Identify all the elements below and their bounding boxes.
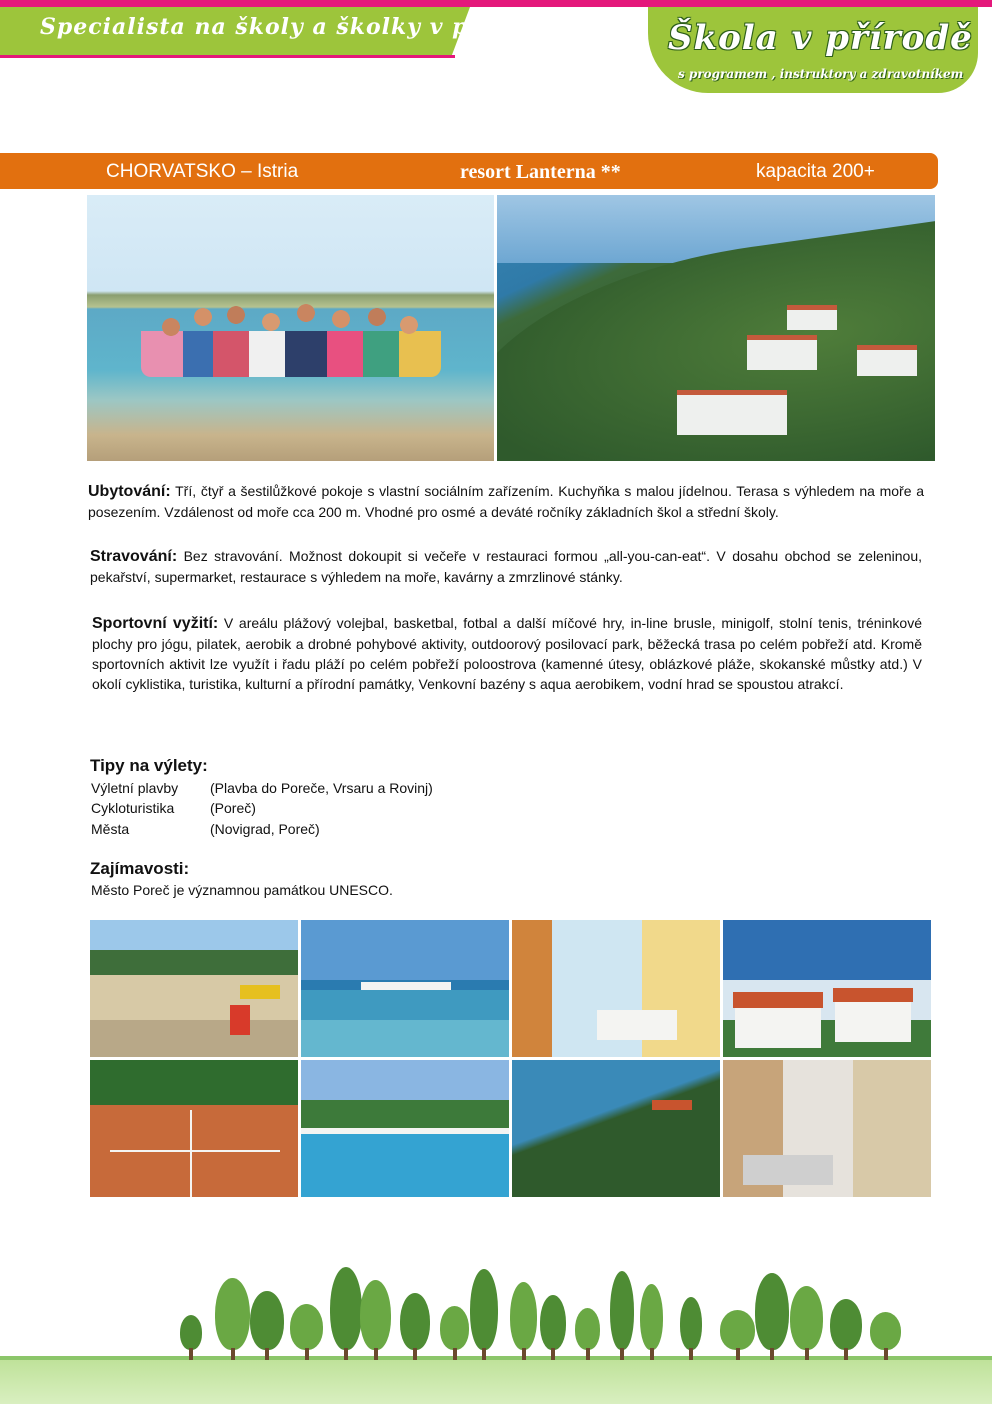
beach-group-photo: [87, 195, 494, 461]
tree-crown: [510, 1282, 537, 1350]
meals-text: Bez stravování. Možnost dokoupit si večeře v restauraci formou „all-you-can-eat“. V dosahu obchod se zeleninou, pekařství, supermarket, restaurace s výhledem na moře, kavárny a zmrzlinové stánky.: [90, 548, 922, 585]
photo-people: [141, 287, 441, 377]
photo-bed: [597, 1010, 677, 1040]
tree-trunk: [189, 1348, 193, 1360]
footer-tree-icon: [330, 1267, 362, 1360]
photo-building: [787, 305, 837, 330]
trip-name: Cykloturistika: [91, 800, 175, 816]
tree-trunk: [736, 1348, 740, 1360]
accommodation-text: Tří, čtyř a šestilůžkové pokoje s vlastní sociálním zařízením. Kuchyňka s malou jídelnou. Terasa s výhledem na moře a posezením. Vzdálenost od moře cca 200 m. Vhodné pro osmé a deváté ročníky základních škol a střední školy.: [88, 483, 924, 520]
tree-crown: [360, 1280, 391, 1350]
logo-title: Škola v přírodě: [668, 18, 973, 58]
tree-crown: [540, 1295, 566, 1350]
gallery-photo-coastline-aerial: [512, 1060, 720, 1197]
tree-trunk: [374, 1348, 378, 1360]
trip-name: Výletní plavby: [91, 780, 179, 796]
tree-crown: [830, 1299, 862, 1350]
trip-row: [91, 821, 320, 837]
gallery-photo-tennis-courts: [90, 1060, 298, 1197]
accommodation-label: Ubytování:: [88, 483, 171, 500]
photo-playground: [240, 985, 280, 999]
tree-trunk: [344, 1348, 348, 1360]
footer-tree-icon: [290, 1304, 323, 1360]
header-slogan: Specialista na školy a školky v přírodě: [40, 14, 551, 40]
gallery-photo-kitchenette: [723, 1060, 931, 1197]
footer-tree-icon: [540, 1295, 566, 1360]
sports-text: V areálu plážový volejbal, basketbal, fotbal a další míčové hry, in-line brusle, minigolf, stolní tenis, tréninkové plochy pro jógu, pilatek, aerobik a drobné pohybové aktivity, outdoorový posilovací park, běžecká trasa po celém pobřeží atd. Kromě sportovních aktivit lze využít i řadu pláží po celém pobřeží poloostrova (kamenné útesy, oblázkové pláže, skokanské můstky atd.) V okolí cyklistika, turistika, kulturní a přírodní památky, Venkovní bazény s aqua aerobikem, vodní hrad se spoustou atrakcí.: [92, 615, 923, 692]
sports-paragraph: [92, 613, 922, 694]
tree-crown: [790, 1286, 823, 1350]
footer-tree-icon: [790, 1286, 823, 1360]
meals-label: Stravování:: [90, 548, 178, 565]
tree-trunk: [689, 1348, 693, 1360]
tree-trunk: [265, 1348, 269, 1360]
footer-tree-icon: [215, 1278, 250, 1360]
footer-tree-icon: [250, 1291, 284, 1360]
tree-trunk: [586, 1348, 590, 1360]
footer-tree-icon: [440, 1306, 469, 1360]
photo-building: [747, 335, 817, 370]
footer-tree-icon: [870, 1312, 901, 1360]
tree-trunk: [650, 1348, 654, 1360]
photo-roof: [733, 992, 823, 1008]
tree-trunk: [231, 1348, 235, 1360]
trips-heading: Tipy na výlety:: [90, 756, 208, 775]
accommodation-paragraph: [88, 481, 924, 522]
photo-roof: [833, 988, 913, 1002]
photo-counter: [743, 1155, 833, 1185]
tree-trunk: [551, 1348, 555, 1360]
footer-tree-icon: [470, 1269, 498, 1360]
footer-tree-icon: [755, 1273, 789, 1360]
tree-crown: [720, 1310, 755, 1350]
tree-trunk: [305, 1348, 309, 1360]
tree-crown: [250, 1291, 284, 1350]
trip-row: [91, 800, 256, 816]
photo-court-line: [110, 1150, 280, 1152]
tree-trunk: [413, 1348, 417, 1360]
title-country: CHORVATSKO – Istria: [106, 161, 299, 182]
photo-pool-edge: [301, 1128, 509, 1134]
footer-tree-icon: [400, 1293, 430, 1360]
photo-building: [677, 390, 787, 435]
tree-trunk: [482, 1348, 486, 1360]
tree-crown: [755, 1273, 789, 1350]
tree-crown: [610, 1271, 634, 1350]
resort-aerial-photo: [497, 195, 935, 461]
gallery-photo-sea-coast: [301, 920, 509, 1057]
photo-pier: [361, 982, 451, 990]
trip-row: [91, 780, 433, 796]
photo-roof: [652, 1100, 692, 1110]
attractions-text: Město Poreč je významnou památkou UNESCO.: [91, 882, 393, 898]
tree-trunk: [522, 1348, 526, 1360]
title-bar: [0, 153, 938, 189]
footer-grass: [0, 1360, 992, 1404]
tree-crown: [330, 1267, 362, 1350]
footer-tree-icon: [680, 1297, 702, 1360]
tree-trunk: [620, 1348, 624, 1360]
sports-label: Sportovní vyžití:: [92, 615, 219, 632]
photo-building: [857, 345, 917, 376]
trip-detail: (Novigrad, Poreč): [210, 821, 320, 837]
gallery-photo-pools: [301, 1060, 509, 1197]
gallery-photo-beach-playground: [90, 920, 298, 1057]
tree-crown: [180, 1315, 202, 1350]
photo-villa-wall: [735, 1008, 821, 1048]
tree-trunk: [453, 1348, 457, 1360]
tree-crown: [870, 1312, 901, 1350]
tree-crown: [440, 1306, 469, 1350]
footer-tree-icon: [180, 1315, 202, 1360]
footer-tree-icon: [510, 1282, 537, 1360]
footer-tree-icon: [640, 1284, 663, 1360]
tree-trunk: [844, 1348, 848, 1360]
tree-crown: [470, 1269, 498, 1350]
tree-crown: [680, 1297, 702, 1350]
footer-tree-icon: [360, 1280, 391, 1360]
gallery-photo-villas: [723, 920, 931, 1057]
header-underline: [0, 55, 455, 58]
trip-detail: (Poreč): [210, 800, 256, 816]
footer-tree-icon: [830, 1299, 862, 1360]
attractions-heading: Zajímavosti:: [90, 859, 190, 878]
tree-crown: [575, 1308, 600, 1350]
logo-subtitle: s programem , instruktory a zdravotníkem: [678, 67, 964, 81]
footer-tree-icon: [610, 1271, 634, 1360]
title-resort: resort Lanterna **: [460, 161, 621, 183]
tree-crown: [400, 1293, 430, 1350]
gallery-photo-hotel-room: [512, 920, 720, 1057]
trip-detail: (Plavba do Poreče, Vrsaru a Rovinj): [210, 780, 433, 796]
tree-crown: [215, 1278, 250, 1350]
tree-crown: [290, 1304, 323, 1350]
tree-trunk: [884, 1348, 888, 1360]
footer-tree-icon: [575, 1308, 600, 1360]
tree-trunk: [805, 1348, 809, 1360]
photo-slide: [230, 1005, 250, 1035]
meals-paragraph: [90, 546, 922, 587]
header-top-line: [0, 0, 992, 7]
photo-villa-wall: [835, 1002, 911, 1042]
footer-tree-icon: [720, 1310, 755, 1360]
title-capacity: kapacita 200+: [756, 161, 875, 182]
photo-court-line: [190, 1110, 192, 1197]
trip-name: Města: [91, 821, 130, 837]
tree-trunk: [770, 1348, 774, 1360]
tree-crown: [640, 1284, 663, 1350]
